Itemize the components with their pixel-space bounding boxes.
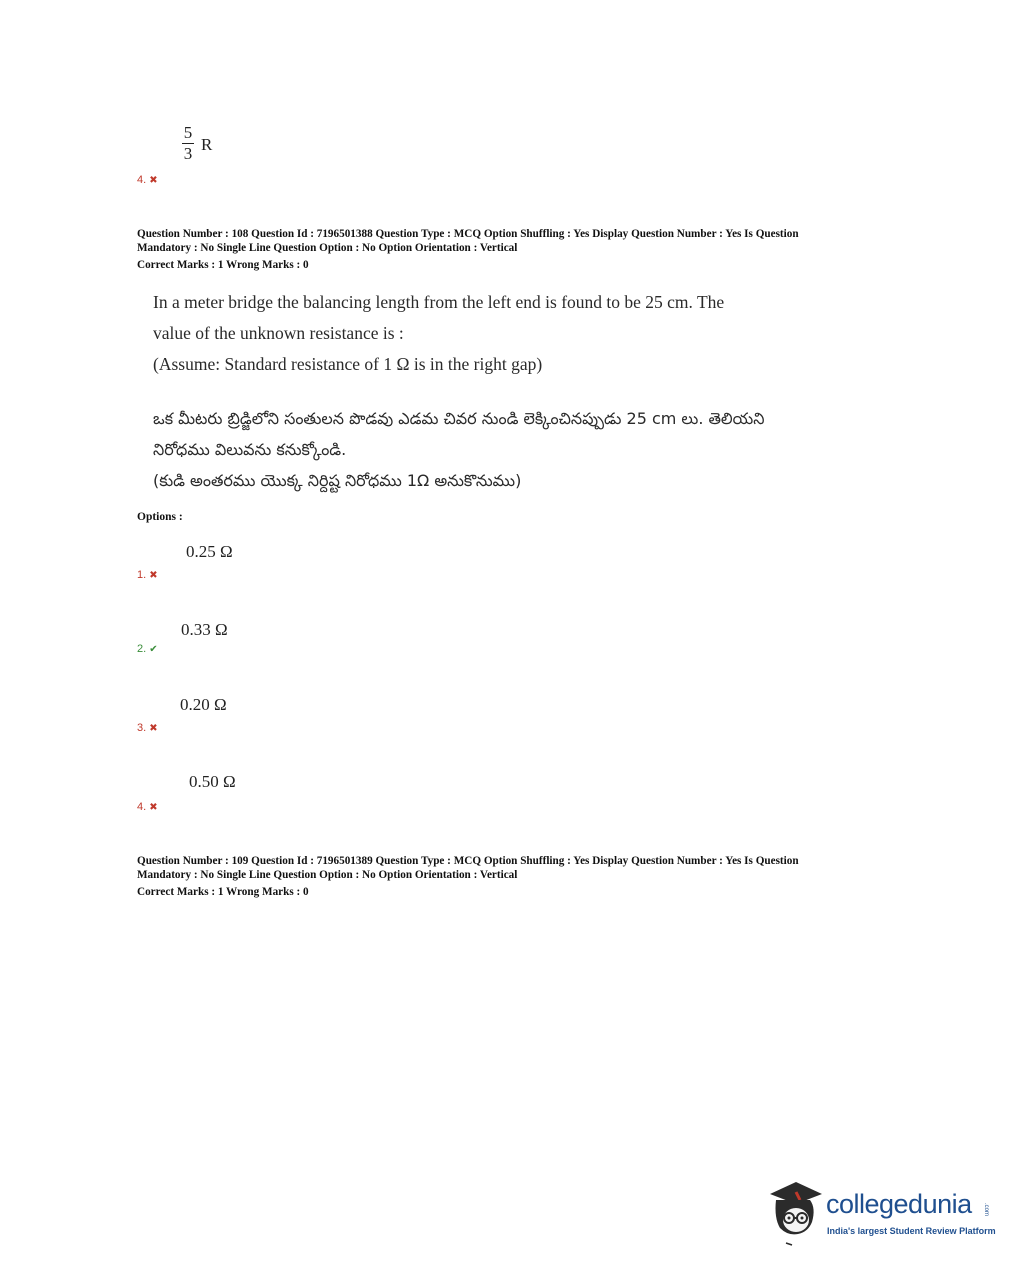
q108-english-text: [153, 287, 833, 380]
option-1-value: 0.25 Ω: [186, 542, 233, 561]
option-1-number: [137, 569, 158, 581]
collegedunia-mascot-logo: [766, 1178, 826, 1248]
prev-option-number: [137, 174, 158, 186]
options-label: Options :: [137, 511, 183, 523]
q109-meta-line3: Correct Marks : 1 Wrong Marks : 0: [137, 886, 309, 898]
q108-english-line1: In a meter bridge the balancing length from the left end is found to be 25 cm. The: [153, 292, 725, 312]
cross-icon: ✖: [149, 802, 158, 813]
q108-telugu-line3: (కుడి అంతరము యొక్క నిర్దిష్ట నిరోధము 1Ω అనుకొనుము): [153, 471, 522, 490]
fraction-five-thirds: [181, 124, 195, 163]
option-number-label: 4.: [137, 174, 147, 186]
fraction-suffix: R: [201, 135, 213, 154]
cross-icon: ✖: [149, 570, 158, 581]
q109-meta: [137, 854, 897, 899]
logo-wordmark: collegedunia: [826, 1189, 972, 1219]
q108-meta-line1: Question Number : 108 Question Id : 7196501388 Question Type : MCQ Option Shuffling : Yes Display Question Number : Yes Is Question: [137, 228, 799, 240]
option-2-number: [137, 643, 158, 655]
q108-telugu-text: [153, 403, 833, 496]
checkmark-icon: ✔: [149, 644, 158, 655]
q108-english-line3: (Assume: Standard resistance of 1 Ω is in the right gap): [153, 354, 543, 374]
logo-dotcom: .com: [983, 1203, 989, 1217]
q108-meta: [137, 227, 897, 272]
q108-telugu-line2: నిరోధము విలువను కనుక్కోండి.: [153, 440, 347, 459]
cross-icon: ✖: [149, 175, 158, 186]
fraction-numerator: 5: [183, 123, 193, 142]
logo-tagline: India's largest Student Review Platform: [827, 1226, 996, 1236]
option-number-label: 4.: [137, 801, 147, 813]
q108-telugu-line1: ఒక మీటరు బ్రిడ్జిలోని సంతులన పొడవు ఎడమ చివర నుండి లెక్కించినప్పుడు 25 cm లు. తెలియని: [153, 409, 765, 428]
option-3-value: 0.20 Ω: [180, 695, 227, 714]
option-number-label: 3.: [137, 722, 147, 734]
q108-english-line2: value of the unknown resistance is :: [153, 323, 404, 343]
option-2-value: 0.33 Ω: [181, 620, 228, 639]
option-3-number: [137, 722, 158, 734]
cross-icon: ✖: [149, 723, 158, 734]
option-number-label: 1.: [137, 569, 147, 581]
fraction-denominator: 3: [183, 144, 193, 163]
option-4-number: [137, 801, 158, 813]
option-number-label: 2.: [137, 643, 147, 655]
q108-meta-line3: Correct Marks : 1 Wrong Marks : 0: [137, 259, 309, 271]
option-4-value: 0.50 Ω: [189, 772, 236, 791]
q108-meta-line2: Mandatory : No Single Line Question Option : No Option Orientation : Vertical: [137, 242, 518, 254]
q109-meta-line1: Question Number : 109 Question Id : 7196501389 Question Type : MCQ Option Shuffling : Yes Display Question Number : Yes Is Question: [137, 855, 799, 867]
q109-meta-line2: Mandatory : No Single Line Question Option : No Option Orientation : Vertical: [137, 869, 518, 881]
